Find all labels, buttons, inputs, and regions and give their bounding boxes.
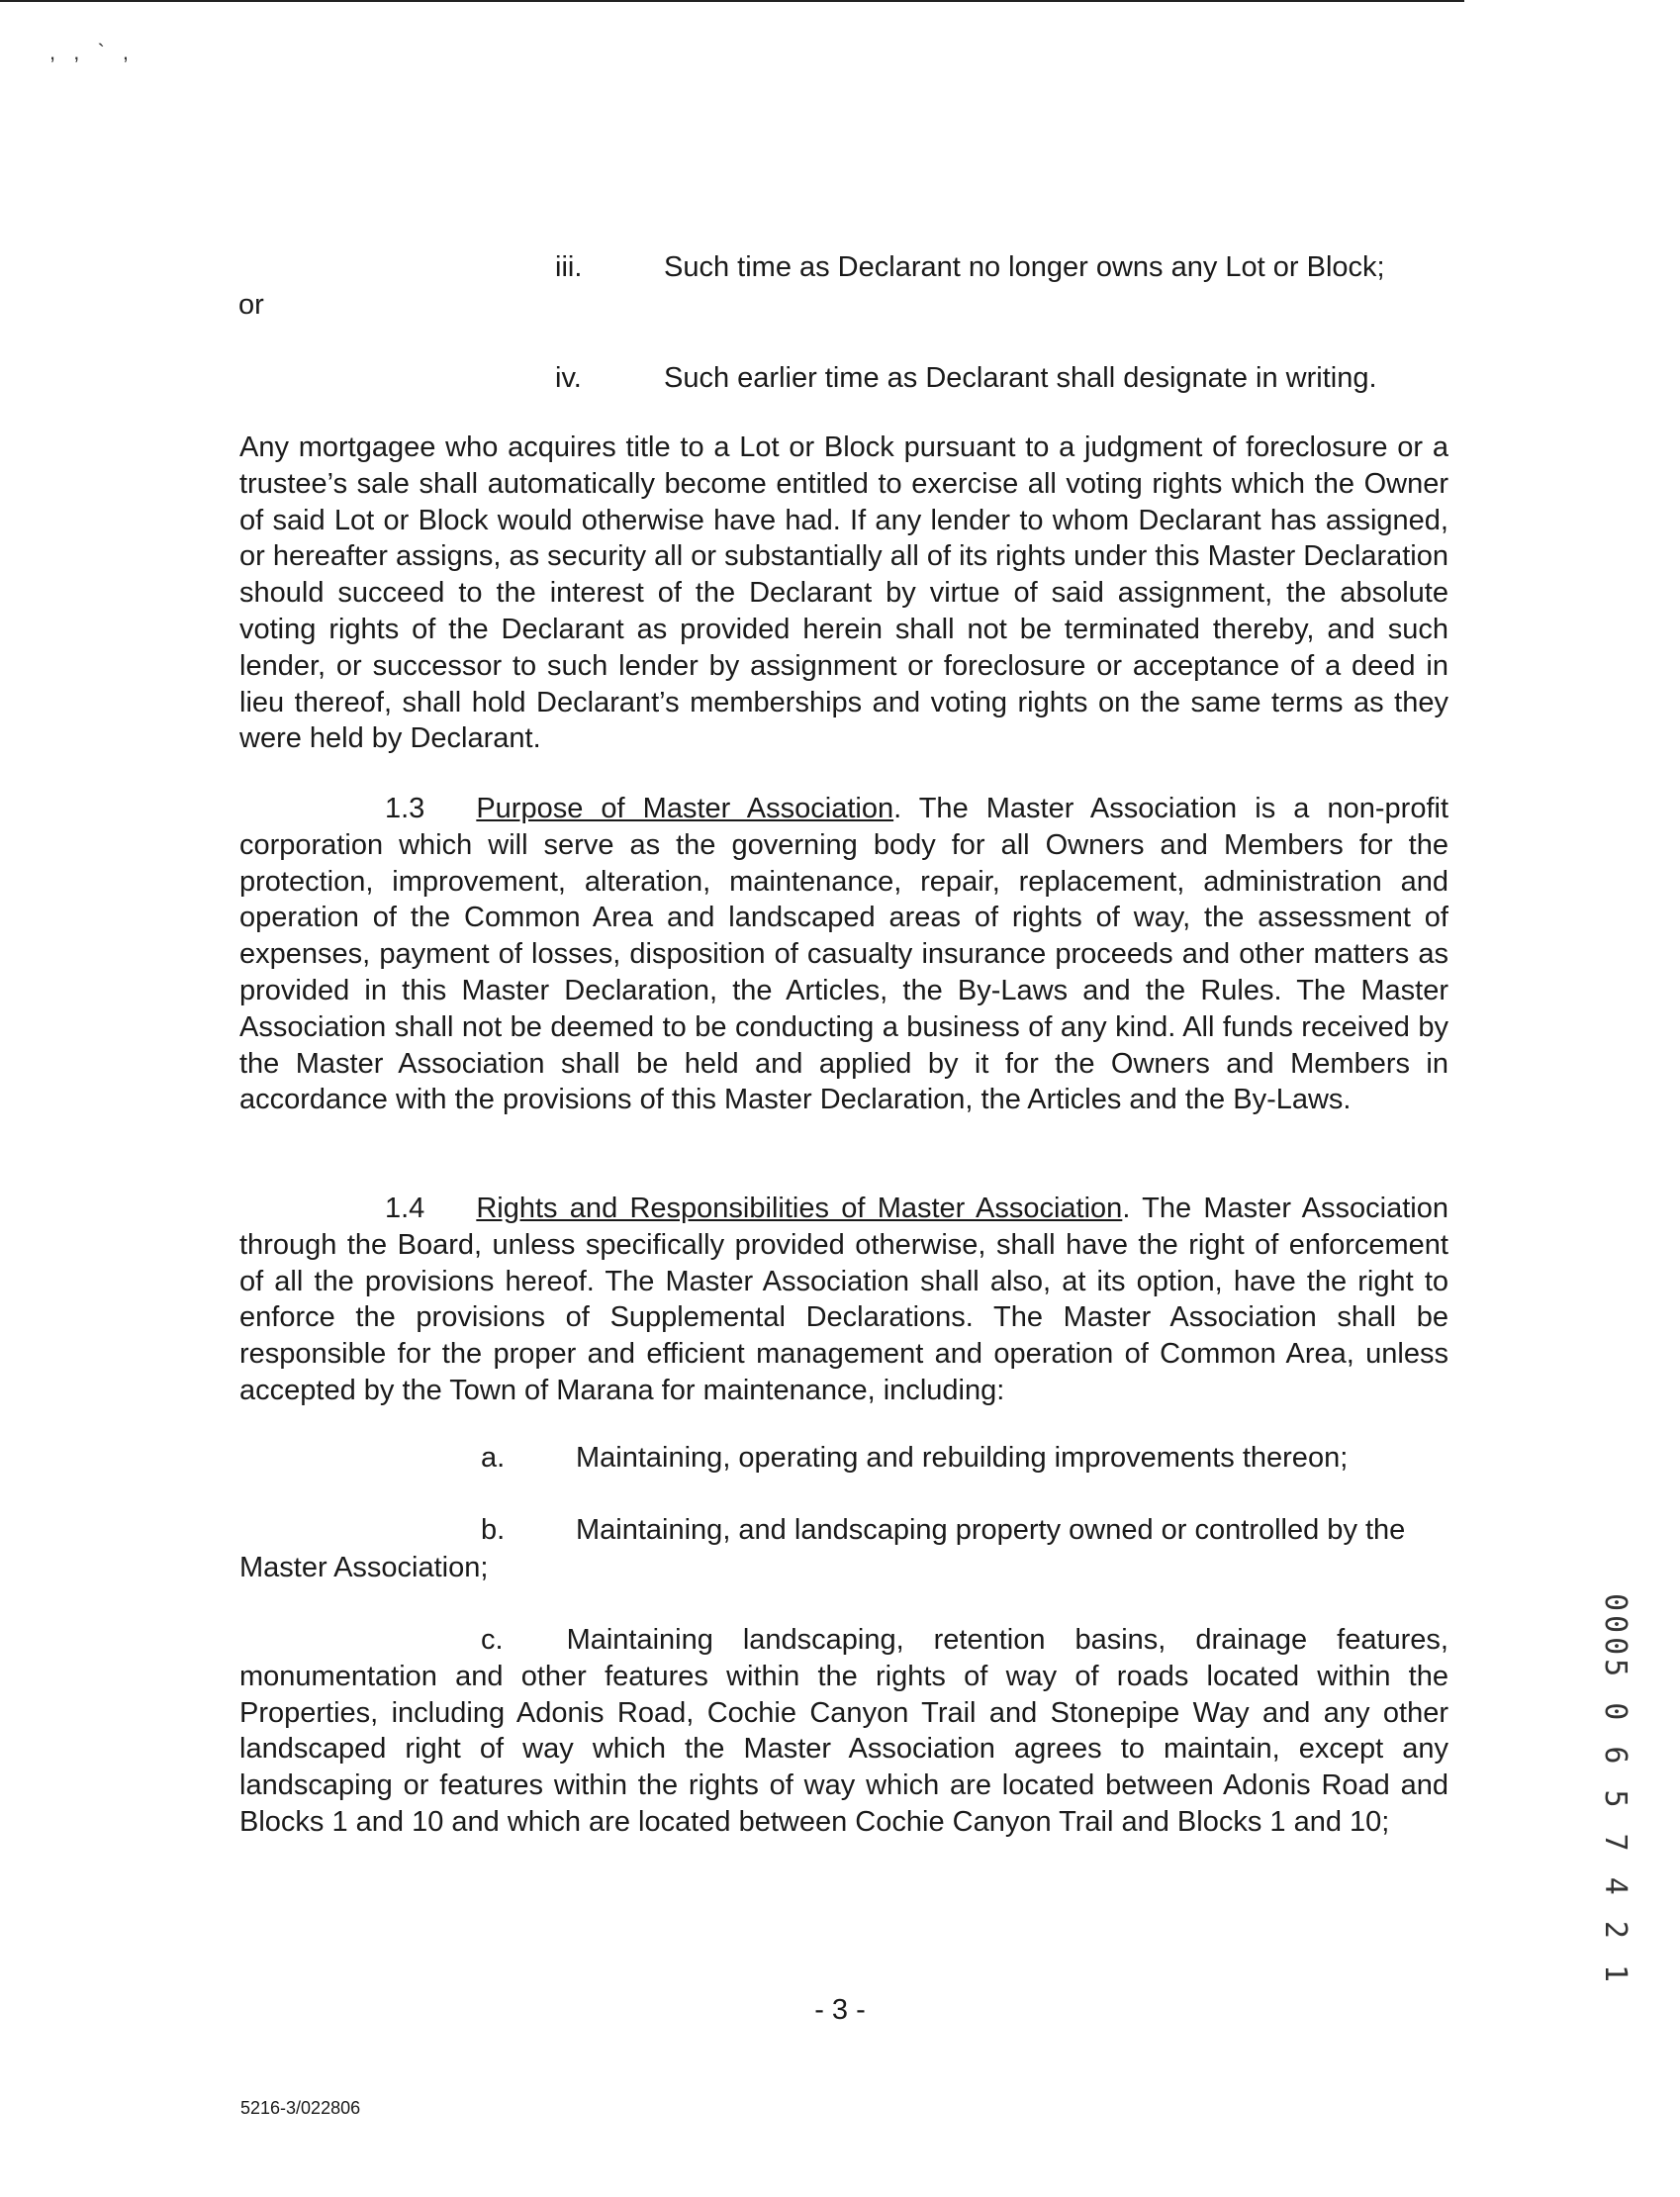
top-border-line [0, 0, 1464, 2]
conjunction-or: or [238, 289, 264, 321]
section-1-4-heading: Rights and Responsibilities of Master Association [476, 1193, 1123, 1224]
scan-specks: , , ` , [49, 40, 135, 64]
item-b-text: Maintaining, and landscaping property owned or controlled by the [576, 1514, 1406, 1546]
item-b-continuation: Master Association; [239, 1552, 489, 1583]
item-a-text: Maintaining, operating and rebuilding improvements thereon; [576, 1442, 1349, 1474]
section-1-3-heading: Purpose of Master Association [476, 793, 894, 824]
item-c-letter: c. [481, 1624, 504, 1656]
section-1-3-body: . The Master Association is a non-profit corporation which will serve as the governing body for all Owners and Members for the protection, improvement, alteration, maintenance, repair, replacement, administration and operation of the Common Area and landscaped areas of rights of way, the assessment of expenses, payment of losses, disposition of casualty insurance proceeds and other matters as provided in this Master Declaration, the Articles, the By-Laws and the Rules. The Master Association shall not be deemed to be conducting a business of any kind. All funds received by the Master Association shall be held and applied by it for the Owners and Members in accordance with the provisions of this Master Declaration, the Articles and the By-Laws. [239, 793, 1449, 1116]
section-1-4-number: 1.4 [385, 1193, 425, 1224]
paragraph-mortgagee: Any mortgagee who acquires title to a Lot or Block pursuant to a judgment of foreclosure or a trustee’s sale shall automatically become entitled to exercise all voting rights which the Owner of said Lot or Block would otherwise have had. If any lender to whom Declarant has assigned, or hereafter assigns, as security all or substantially all of its rights under this Master Declaration should succeed to the interest of the Declarant by virtue of said assignment, the absolute voting rights of the Declarant as provided herein shall not be terminated thereby, and such lender, or successor to such lender by assignment or foreclosure or acceptance of a deed in lieu thereof, shall hold Declarant’s memberships and voting rights on the same terms as they were held by Declarant. [239, 431, 1448, 755]
section-1-4-body: . The Master Association through the Board, unless specifically provided otherwise, shall have the right of enforcement of all the provisions hereof. The Master Association shall also, at its option, have the right to enforce the provisions of Supplemental Declarations. The Master Association shall be responsible for the proper and efficient management and operation of Common Area, unless accepted by the Town of Marana for maintenance, including: [239, 1193, 1448, 1406]
list-marker-iv: iv. [555, 362, 582, 394]
section-1-4 [239, 1191, 1448, 1409]
list-item-iii: Such time as Declarant no longer owns any Lot or Block; [664, 251, 1385, 283]
item-a-letter: a. [481, 1442, 506, 1474]
side-stamp-number: 0005 0 6 5 7 4 2 1 [1598, 1593, 1633, 1987]
document-id: 5216-3/022806 [240, 2098, 361, 2118]
item-b-letter: b. [481, 1514, 506, 1546]
side-stamp [1588, 1593, 1677, 1987]
list-marker-iii: iii. [555, 251, 583, 283]
list-item-iv: Such earlier time as Declarant shall designate in writing. [664, 362, 1377, 394]
section-1-3 [239, 791, 1448, 1118]
item-c-text: Maintaining landscaping, retention basins, drainage features, monumentation and other features within the rights of way of roads located within the Properties, including Adonis Road, Cochie Canyon Trail and Stonepipe Way and any other landscaped right of way which the Master Association agrees to maintain, except any landscaping or features within the rights of way which are located between Adonis Road and Blocks 1 and 10 and which are located between Cochie Canyon Trail and Blocks 1 and 10; [239, 1624, 1448, 1838]
item-c [239, 1622, 1448, 1841]
page-number: - 3 - [814, 1994, 866, 2026]
section-1-3-number: 1.3 [385, 793, 425, 824]
